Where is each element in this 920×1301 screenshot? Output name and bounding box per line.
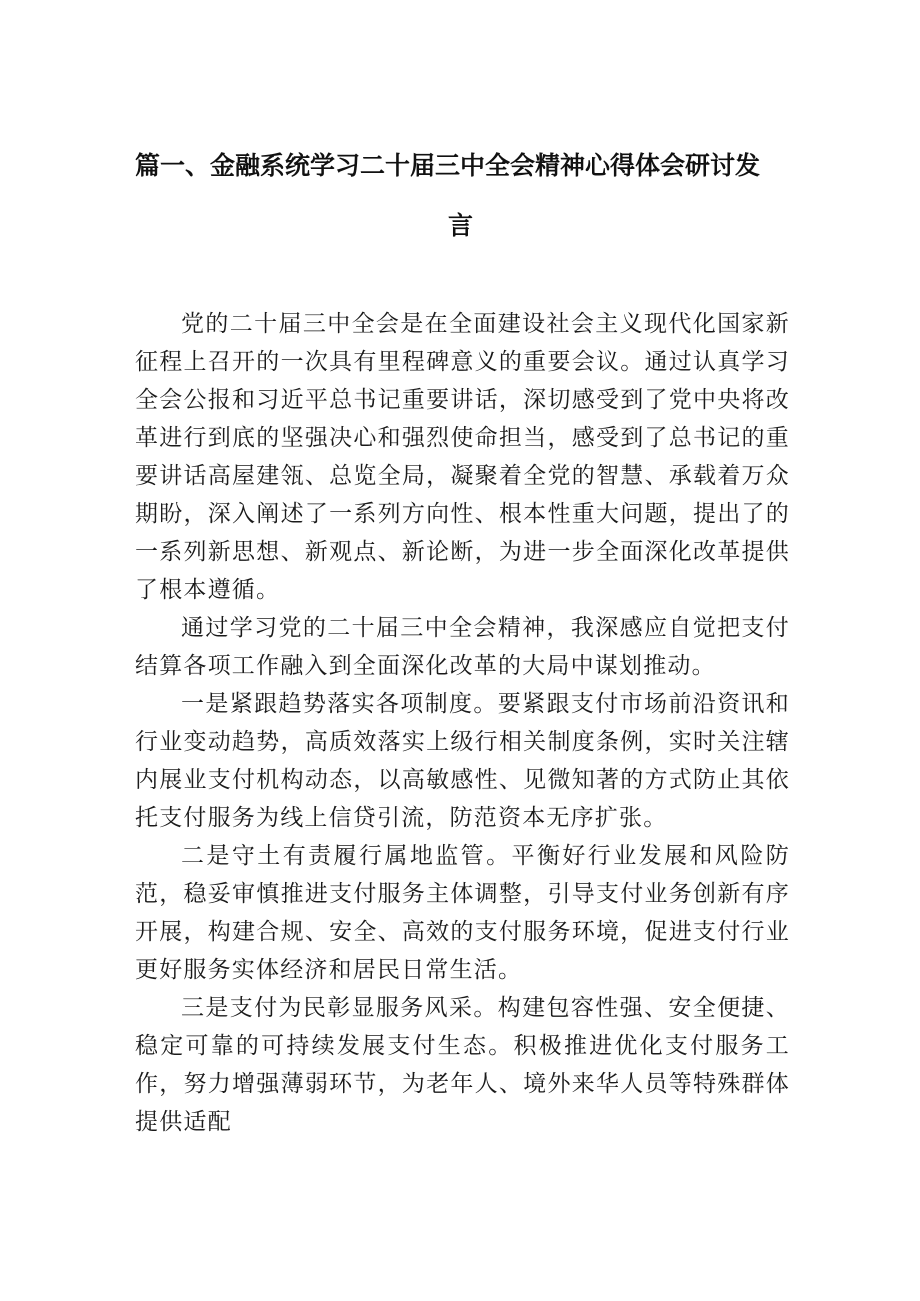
document-title-line-2: 言 (448, 211, 474, 240)
paragraph-intro: 党的二十届三中全会是在全面建设社会主义现代化国家新征程上召开的一次具有里程碑意义的重要会议。通过认真学习全会公报和习近平总书记重要讲话，深切感受到了党中央将改革进行到底的坚强决心和强烈使命担当，感受到了总书记的重要讲话高屋建瓴、总览全局，凝聚着全党的智慧、承载着万众期盼，深入阐述了一系列方向性、根本性重大问题，提出了的一系列新思想、新观点、新论断，为进一步全面深化改革提供了根本遵循。 (135, 311, 790, 603)
document-body (135, 305, 790, 1141)
document-title-line-1: 篇一、金融系统学习二十届三中全会精神心得体会研讨发 (135, 151, 761, 180)
paragraph-point-3: 三是支付为民彰显服务风采。构建包容性强、安全便捷、稳定可靠的可持续发展支付生态。积极推进优化支付服务工作，努力增强薄弱环节，为老年人、境外来华人员等特殊群体提供适配 (135, 995, 790, 1135)
paragraph-point-1: 一是紧跟趋势落实各项制度。要紧跟支付市场前沿资讯和行业变动趋势，高质效落实上级行相关制度条例，实时关注辖内展业支付机构动态，以高敏感性、见微知著的方式防止其依托支付服务为线上信贷引流，防范资本无序扩张。 (135, 691, 790, 831)
paragraph-summary: 通过学习党的二十届三中全会精神，我深感应自觉把支付结算各项工作融入到全面深化改革的大局中谋划推动。 (135, 615, 790, 679)
paragraph-point-2: 二是守土有责履行属地监管。平衡好行业发展和风险防范，稳妥审慎推进支付服务主体调整，引导支付业务创新有序开展，构建合规、安全、高效的支付服务环境，促进支付行业更好服务实体经济和居民日常生活。 (135, 843, 790, 983)
